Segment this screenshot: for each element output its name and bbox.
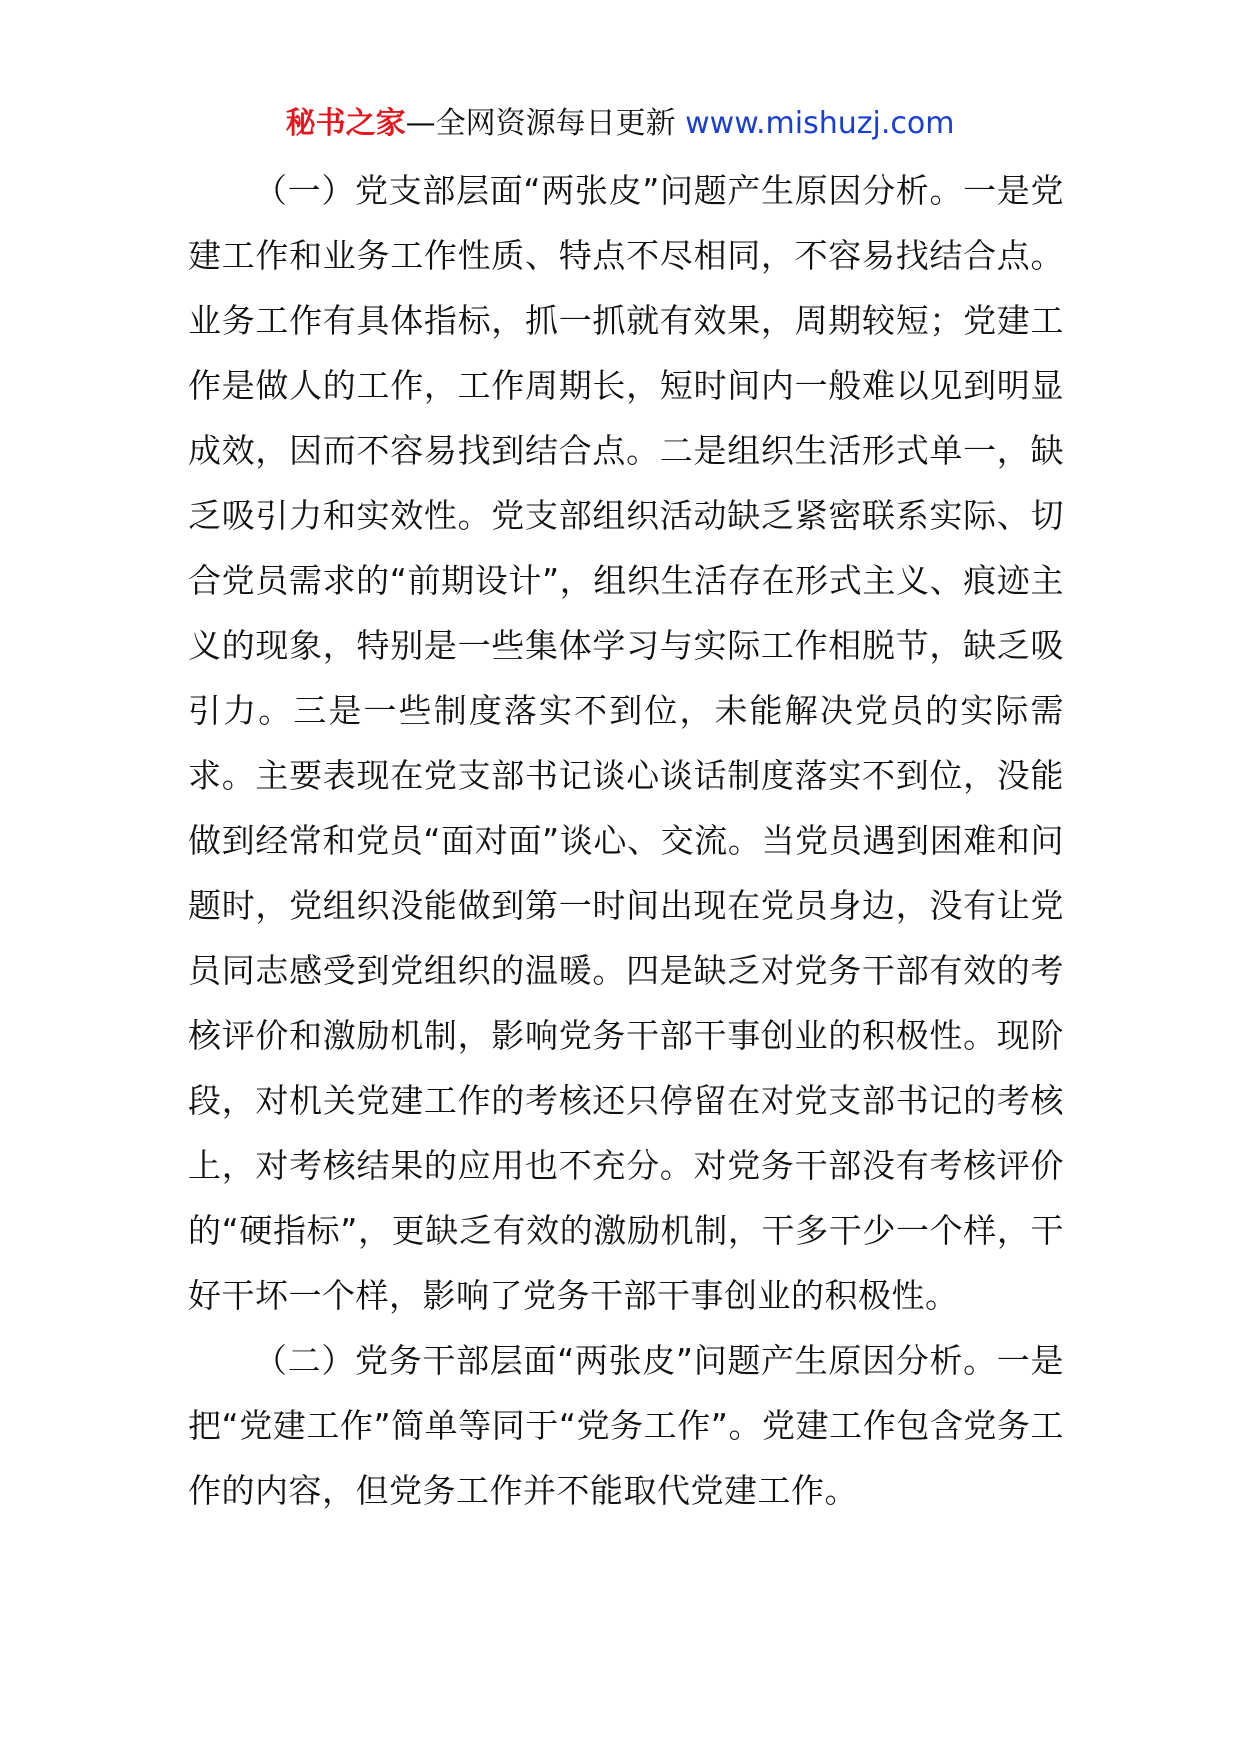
brand-name: 秘书之家 [285,106,406,141]
paragraph-party-cadre-analysis: （二）党务干部层面“两张皮”问题产生原因分析。一是把“党建工作”简单等同于“党务工作”。党建工作包含党务工作的内容，但党务工作并不能取代党建工作。 [188,1341,1064,1510]
header-tagline: —全网资源每日更新 [405,106,676,141]
site-url-link[interactable]: www.mishuzj.com [685,106,955,141]
site-header [0,104,1240,144]
paragraph-party-branch-analysis: （一）党支部层面“两张皮”问题产生原因分析。一是党建工作和业务工作性质、特点不尽相同，不容易找结合点。业务工作有具体指标，抓一抓就有效果，周期较短；党建工作是做人的工作，工作周期长，短时间内一般难以见到明显成效，因而不容易找到结合点。二是组织生活形式单一，缺乏吸引力和实效性。党支部组织活动缺乏紧密联系实际、切合党员需求的“前期设计”，组织生活存在形式主义、痕迹主义的现象，特别是一些集体学习与实际工作相脱节，缺乏吸引力。三是一些制度落实不到位，未能解决党员的实际需求。主要表现在党支部书记谈心谈话制度落实不到位，没能做到经常和党员“面对面”谈心、交流。当党员遇到困难和问题时，党组织没能做到第一时间出现在党员身边，没有让党员同志感受到党组织的温暖。四是缺乏对党务干部有效的考核评价和激励机制，影响党务干部干事创业的积极性。现阶段，对机关党建工作的考核还只停留在对党支部书记的考核上，对考核结果的应用也不充分。对党务干部没有考核评价的“硬指标”，更缺乏有效的激励机制，干多干少一个样，干好干坏一个样，影响了党务干部干事创业的积极性。 [188,171,1064,1315]
document-body [188,158,1064,1523]
